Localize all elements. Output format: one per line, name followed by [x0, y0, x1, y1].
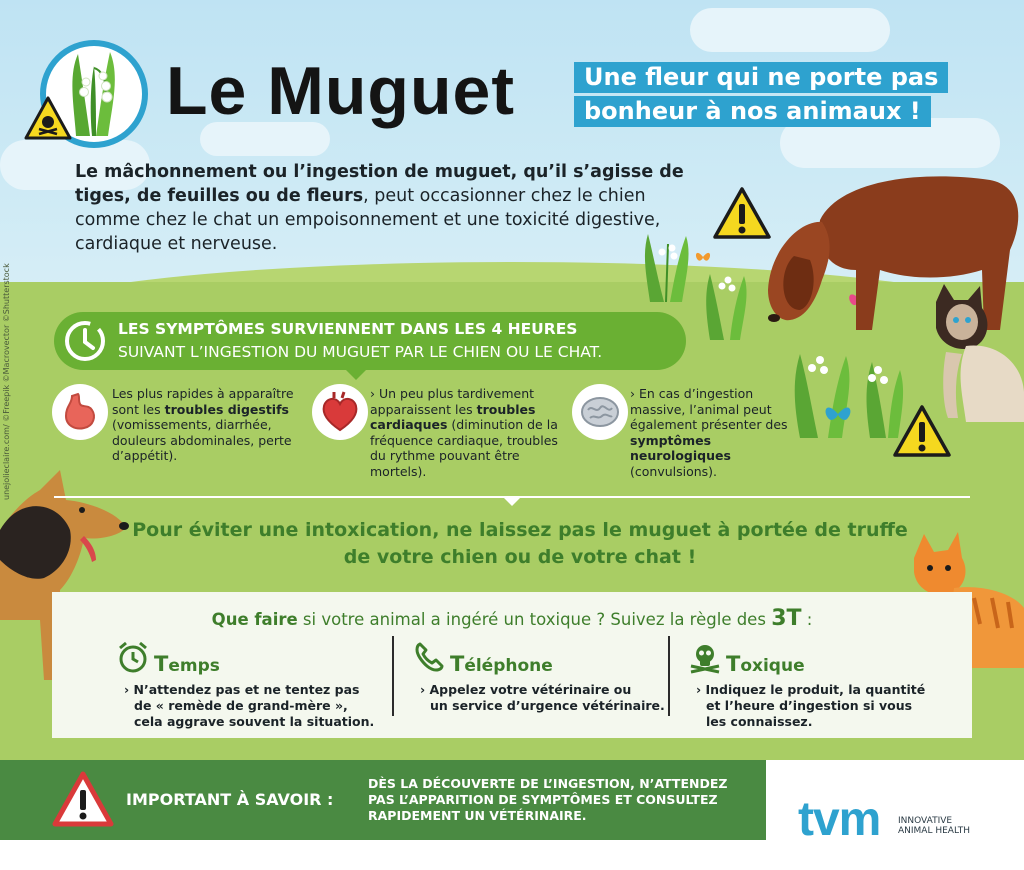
subtitle-line-1: Une fleur qui ne porte pas — [574, 62, 948, 93]
banner-line-1: LES SYMPTÔMES SURVIENNENT DANS LES 4 HEURES — [118, 320, 578, 338]
t-text-telephone: › Appelez votre vétérinaire ou un service d’urgence vétérinaire. — [420, 682, 665, 713]
subtitle-line-2: bonheur à nos animaux ! — [574, 96, 931, 127]
intro-rest: , peut occasionner chez le chien comme chez le chat un empoisonnement et une toxicité digestive, cardiaque et nerveuse. — [75, 186, 661, 254]
stomach-icon — [52, 384, 108, 440]
warning-sign-icon — [52, 770, 114, 828]
intro-bold: Le mâchonnement ou l’ingestion de muguet, qu’il s’agisse de tiges, de feuilles ou de fleurs — [75, 162, 684, 206]
t-text-temps: › N’attendez pas et ne tentez pas de « remède de grand-mère », cela aggrave souvent la situation. — [124, 682, 375, 729]
symptoms-banner — [54, 312, 686, 370]
stomach-badge — [52, 384, 108, 440]
alarm-clock-icon — [116, 640, 150, 674]
butterfly-icon — [694, 248, 712, 266]
symptom-neurological: › En cas d’ingestion massive, l’animal peut également présenter des symptômes neurologiques (convulsions). — [630, 386, 788, 479]
siamese-cat-illustration — [906, 282, 1024, 422]
heart-icon — [312, 384, 368, 440]
page-title: Le Muguet — [166, 53, 515, 129]
brain-badge — [572, 384, 628, 440]
brand-logo: tvm — [798, 793, 881, 846]
lily-plant-illustration — [694, 262, 764, 342]
column-separator — [392, 636, 394, 716]
brand-tagline: INNOVATIVE ANIMAL HEALTH — [898, 816, 970, 836]
image-credit: unejolieclaire.com/ ©Freepik ©Macrovector ©Shutterstock — [2, 263, 11, 500]
clock-icon — [62, 318, 108, 364]
intro-paragraph — [75, 160, 715, 256]
divider-pointer — [502, 496, 522, 506]
banner-line-2: SUIVANT L’INGESTION DU MUGUET PAR LE CHIEN OU LE CHAT. — [118, 343, 603, 361]
important-banner — [0, 760, 766, 840]
column-separator — [668, 636, 670, 716]
cloud — [690, 8, 890, 52]
symptom-cardiac: › Un peu plus tardivement apparaissent les troubles cardiaques (diminution de la fréquence cardiaque, troubles du rythme pouvant être mortels). — [370, 386, 558, 479]
heart-badge — [312, 384, 368, 440]
phone-icon — [412, 640, 446, 674]
t-text-toxique: › Indiquez le produit, la quantité et l’heure d’ingestion si vous les connaissez. — [696, 682, 926, 729]
symptom-digestive: Les plus rapides à apparaître sont les troubles digestifs (vomissements, diarrhée, douleurs abdominales, perte d’appétit). — [112, 386, 294, 463]
subtitle — [574, 62, 976, 130]
butterfly-icon — [822, 400, 854, 428]
prevention-advice: Pour éviter une intoxication, ne laissez pas le muguet à portée de truffe de votre chien ou de votre chat ! — [132, 519, 908, 568]
banner-pointer — [344, 368, 368, 380]
t-heading-toxique: Toxique — [726, 652, 805, 676]
t-heading-telephone: Téléphone — [450, 652, 553, 676]
important-text: DÈS LA DÉCOUVERTE DE L’INGESTION, N’ATTENDEZ PAS L’APPARITION DE SYMPTÔMES ET CONSULTEZ RAPIDEMENT UN VÉTÉRINAIRE. — [368, 776, 728, 823]
important-label: IMPORTANT À SAVOIR : — [126, 790, 334, 809]
skull-icon — [688, 640, 722, 674]
three-t-title: Que faire si votre animal a ingéré un toxique ? Suivez la règle des 3T : — [211, 606, 813, 631]
poison-warning-icon — [24, 96, 72, 140]
three-t-rule-box — [52, 592, 972, 738]
brain-icon — [572, 384, 628, 440]
t-heading-temps: Temps — [154, 652, 220, 676]
